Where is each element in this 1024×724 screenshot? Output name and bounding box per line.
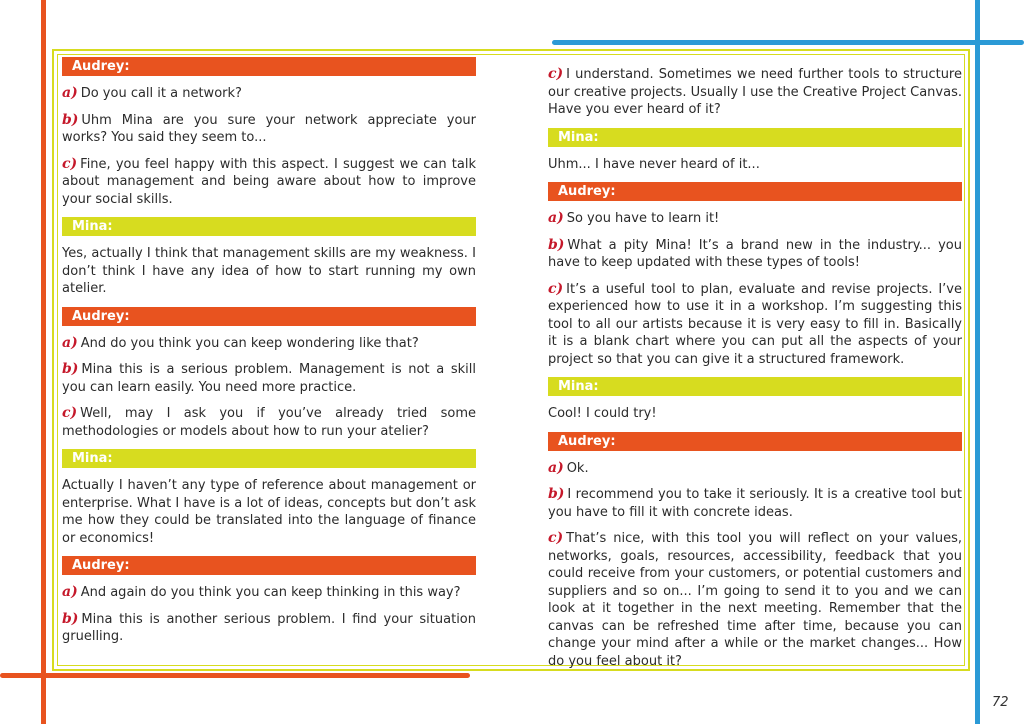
option-letter: a) — [62, 584, 78, 600]
dialogue-text: Mina this is a serious problem. Management is not a skill you can learn easily. You need more practice. — [62, 362, 476, 395]
speaker-label-mina: Mina: — [548, 128, 962, 147]
speaker-label-mina: Mina: — [62, 449, 476, 468]
speaker-label-mina: Mina: — [62, 217, 476, 236]
answer-option — [62, 361, 476, 396]
option-letter: b) — [62, 111, 79, 128]
answer-option — [62, 156, 476, 209]
dialogue-text: Fine, you feel happy with this aspect. I suggest we can talk about management and being aware about how to improve your social skills. — [62, 156, 476, 207]
option-letter: b) — [62, 361, 79, 377]
page-number: 72 — [992, 695, 1009, 710]
option-letter: a) — [62, 334, 78, 351]
speaker-label-audrey: Audrey: — [548, 432, 962, 451]
dialogue-text: Do you call it a network? — [80, 86, 242, 101]
option-letter: c) — [62, 405, 78, 421]
option-letter: a) — [548, 459, 564, 476]
speaker-label-audrey: Audrey: — [62, 57, 476, 76]
option-letter: b) — [62, 610, 79, 627]
speaker-label-audrey: Audrey: — [62, 307, 476, 326]
option-letter: a) — [62, 85, 78, 101]
option-letter: c) — [548, 280, 564, 297]
answer-option — [548, 530, 962, 670]
dialogue-text: Mina this is another serious problem. I find your situation gruelling. — [62, 611, 476, 644]
option-letter: b) — [548, 486, 565, 502]
answer-option — [62, 584, 476, 602]
answer-option — [548, 486, 962, 521]
dialogue-paragraph — [548, 405, 962, 423]
blue-horizontal-line — [552, 40, 1024, 45]
answer-option — [62, 85, 476, 103]
orange-horizontal-line — [0, 673, 470, 678]
dialogue-text: And do you think you can keep wondering like that? — [80, 335, 419, 351]
dialogue-text: Uhm... I have never heard of it... — [548, 156, 760, 172]
left-column — [62, 57, 476, 655]
speaker-label-mina: Mina: — [548, 377, 962, 396]
answer-option — [548, 237, 962, 272]
option-letter: c) — [62, 155, 78, 172]
option-letter: b) — [548, 236, 565, 253]
dialogue-text: I recommend you to take it seriously. It is a creative tool but you have to fill it with concrete ideas. — [548, 487, 962, 520]
blue-vertical-line — [975, 0, 980, 724]
dialogue-paragraph — [62, 477, 476, 547]
answer-option — [62, 405, 476, 440]
dialogue-text: What a pity Mina! It’s a brand new in the industry... you have to keep updated with these types of tools! — [548, 237, 962, 270]
answer-option — [62, 335, 476, 353]
dialogue-text: Uhm Mina are you sure your network appreciate your works? You said they seem to... — [62, 112, 476, 145]
answer-option — [548, 210, 962, 228]
right-column — [548, 57, 962, 679]
dialogue-text: Well, may I ask you if you’ve already tried some methodologies or models about how to run your atelier? — [62, 406, 476, 439]
answer-option — [548, 460, 962, 478]
dialogue-text: Actually I haven’t any type of reference about management or enterprise. What I have is a lot of ideas, concepts but don’t ask me how they could be translated into the language of finance or economics! — [62, 478, 476, 546]
answer-option — [62, 611, 476, 646]
dialogue-text: It’s a useful tool to plan, evaluate and revise projects. I’ve experienced how to use it in a workshop. I’m suggesting this tool to all our artists because it is very easy to fill in. Basically it is a blank chart where you can put all the aspects of your project so that you can give it a structured framework. — [548, 281, 962, 367]
orange-vertical-line — [41, 0, 46, 724]
dialogue-text: And again do you think you can keep thinking in this way? — [80, 585, 461, 600]
speaker-label-audrey: Audrey: — [62, 556, 476, 575]
dialogue-text: I understand. Sometimes we need further tools to structure our creative projects. Usually I use the Creative Project Canvas. Have you ever heard of it? — [548, 67, 962, 117]
dialogue-text: Cool! I could try! — [548, 406, 657, 421]
dialogue-text: That’s nice, with this tool you will reflect on your values, networks, goals, resources, accessibility, feedback that you could receive from your customers, or potential customers and suppliers and so on... I’m going to send it to you and we can look at it together in the next meeting. Remember that the canvas can be refreshed time after time, because you can change your mind after a while or the market changes... How do you feel about it? — [548, 531, 962, 669]
dialogue-paragraph — [62, 245, 476, 298]
dialogue-text: So you have to learn it! — [566, 211, 720, 226]
dialogue-paragraph — [548, 156, 962, 174]
answer-option — [548, 66, 962, 119]
speaker-label-audrey: Audrey: — [548, 182, 962, 201]
dialogue-text: Yes, actually I think that management skills are my weakness. I don’t think I have any idea of how to start running my own atelier. — [62, 246, 476, 296]
answer-option — [62, 112, 476, 147]
option-letter: c) — [548, 530, 564, 546]
option-letter: a) — [548, 210, 564, 226]
answer-option — [548, 281, 962, 369]
dialogue-text: Ok. — [566, 460, 589, 476]
option-letter: c) — [548, 66, 564, 82]
